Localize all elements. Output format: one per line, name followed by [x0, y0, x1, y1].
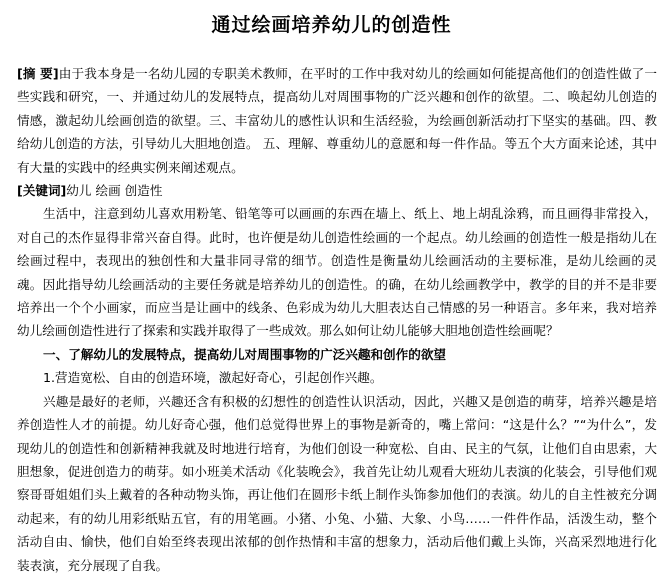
body-paragraph: 兴趣是最好的老师，兴趣还含有积极的幻想性的创造性认识活动，因此，兴趣又是创造的萌芽，培养兴趣是培养创造性人才的前提。幼儿好奇心强，他们总觉得世界上的事物是新奇的，嘴上常问：“这是什么？”“为什么”，发现幼儿的创造性和创新精神我就及时地进行培育，为他们创设一种宽松、自由、民主的气氛，让他们自由思索，大胆想象，促进创造力的萌芽。如小班美术活动《化装晚会》，我首先让幼儿观看大班幼儿表演的化装会，引导他们观察哥哥姐姐们头上戴着的各种动物头饰，再让他们在圆形卡纸上制作头饰参加他们的表演。幼儿的自主性被充分调动起来，有的幼儿用彩纸贴五官，有的用笔画。小猪、小兔、小猫、大象、小鸟……一件件作品，活泼生动，整个活动自由、愉快，他们自始至终表现出浓郁的创作热情和丰富的想象力，活动后他们戴上头饰，兴高采烈地进行化装表演，充分展现了自我。	[17, 393, 657, 573]
subsection-heading: 1.营造宽松、自由的创造环境，激起好奇心，引起创作兴趣。	[43, 370, 383, 386]
document-title: 通过绘画培养幼儿的创造性	[211, 14, 452, 36]
section-heading: 一、了解幼儿的发展特点，提高幼儿对周围事物的广泛兴趣和创作的欲望	[43, 346, 446, 362]
abstract-label: [摘 要]	[17, 66, 59, 81]
keywords-text: 幼儿 绘画 创造性	[66, 183, 163, 199]
document-body	[17, 62, 657, 577]
keywords-label: [关键词]	[17, 183, 67, 199]
abstract-text: 由于我本身是一名幼儿园的专职美术教师，在平时的工作中我对幼儿的绘画如何能提高他们的创造性做了一些实践和研究，一、并通过幼儿的发展特点，提高幼儿对周围事物的广泛兴趣和创作的欲望。二、唤起幼儿创造的情感，激起幼儿绘画创造的欲望。三、丰富幼儿的感性认识和生活经验，为绘画创新活动打下坚实的基础。四、教给幼儿创造的方法，引导幼儿大胆地创造。 五、理解、尊重幼儿的意愿和每一件作品。等五个大方面来论述，其中有大量的实践中的经典实例来阐述观点。	[17, 66, 657, 175]
abstract-paragraph	[17, 62, 657, 179]
keywords-paragraph	[17, 179, 657, 202]
intro-paragraph: 生活中，注意到幼儿喜欢用粉笔、铅笔等可以画画的东西在墙上、纸上、地上胡乱涂鸦，而且画得非常投入，对自己的杰作显得非常兴奋自得。此时，也许便是幼儿创造性绘画的一个起点。幼儿绘画的创造性一般是指幼儿在绘画过程中，表现出的独创性和大量非同寻常的细节。创造性是衡量幼儿绘画活动的主要标准，是幼儿绘画的灵魂。因此指导幼儿绘画活动的主要任务就是培养幼儿的创造性。的确，在幼儿绘画教学中，教学的目的并不是非要培养出一个个小画家，而应当是让画中的线条、色彩成为幼儿大胆表达自己情感的另一种语言。多年来，我对培养幼儿绘画创造性进行了探索和实践并取得了一些成效。那么如何让幼儿能够大胆地创造性绘画呢？	[17, 206, 657, 339]
